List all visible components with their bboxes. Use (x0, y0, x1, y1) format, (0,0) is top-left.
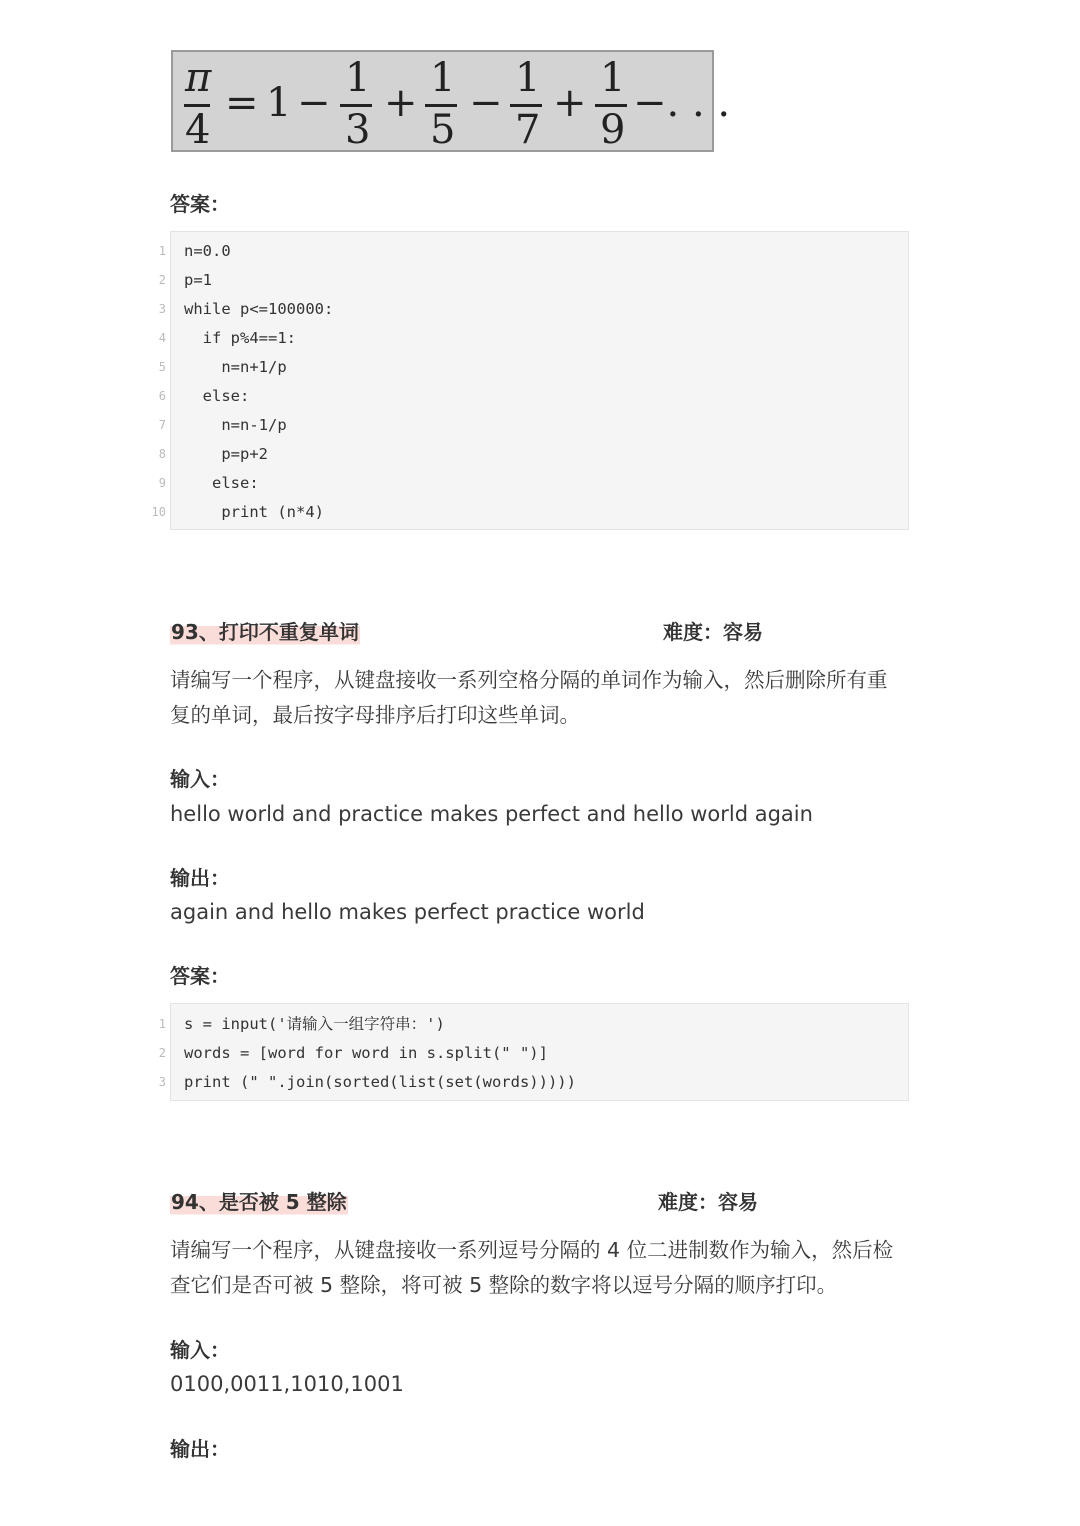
input-label: 输入： (170, 1338, 230, 1362)
code-text: s = input('请输入一组字符串：') (184, 1015, 445, 1033)
answer-label: 答案： (170, 964, 230, 988)
input-value: 0100,0011,1010,1001 (170, 1372, 404, 1396)
formula-num: 1 (515, 55, 541, 101)
formula-minus: − (469, 80, 503, 126)
line-number: 9 (158, 476, 166, 490)
description-line: 查它们是否可被 5 整除，将可被 5 整除的数字将以逗号分隔的顺序打印。 (170, 1273, 838, 1297)
line-number: 6 (158, 389, 166, 403)
question-93-description (170, 663, 910, 733)
code-line (151, 498, 931, 527)
code-text: p=p+2 (184, 445, 268, 463)
code-block (158, 1003, 909, 1101)
input-value: hello world and practice makes perfect and hello world again (170, 802, 813, 826)
code-text: print (" ".join(sorted(list(set(words))))) (184, 1073, 576, 1091)
formula-tail: −. . . (633, 80, 731, 126)
formula-one: 1 (266, 80, 292, 126)
formula-pi: π (185, 55, 212, 101)
line-number: 7 (158, 418, 166, 432)
code-text: print (n*4) (184, 503, 324, 521)
formula-plus: + (553, 80, 587, 126)
code-line (158, 1010, 931, 1039)
code-line (158, 353, 931, 382)
code-text: while p<=100000: (184, 300, 334, 318)
line-number: 3 (158, 302, 166, 316)
code-line (158, 237, 931, 266)
formula-den: 5 (430, 107, 456, 153)
formula-num: 1 (430, 55, 456, 101)
code-line (158, 382, 931, 411)
line-number: 1 (158, 244, 166, 258)
description-line: 请编写一个程序，从键盘接收一系列逗号分隔的 4 位二进制数作为输入，然后检 (170, 1238, 894, 1262)
question-94-description (170, 1233, 910, 1303)
code-line (158, 469, 931, 498)
output-value: again and hello makes perfect practice world (170, 900, 645, 924)
formula-den: 7 (515, 107, 541, 153)
code-text: words = [word for word in s.split(" ")] (184, 1044, 548, 1062)
code-block (151, 231, 909, 530)
code-text: else: (184, 474, 259, 492)
code-line (158, 1068, 931, 1097)
code-line (158, 266, 931, 295)
code-line (158, 440, 931, 469)
output-label: 输出： (170, 866, 230, 890)
code-text: n=n+1/p (184, 358, 287, 376)
formula-plus: + (384, 80, 418, 126)
answer-label: 答案： (170, 192, 230, 216)
code-text: if p%4==1: (184, 329, 296, 347)
formula-four: 4 (185, 107, 211, 153)
code-line (158, 295, 931, 324)
line-number: 4 (158, 331, 166, 345)
code-text: n=0.0 (184, 242, 231, 260)
formula-num: 1 (600, 55, 626, 101)
code-text: p=1 (184, 271, 212, 289)
line-number: 5 (158, 360, 166, 374)
line-number: 10 (151, 505, 166, 519)
code-line (158, 1039, 931, 1068)
line-number: 3 (158, 1075, 166, 1089)
formula-equals: = (225, 80, 259, 126)
description-line: 复的单词，最后按字母排序后打印这些单词。 (170, 703, 580, 727)
output-label: 输出： (170, 1437, 230, 1461)
code-text: else: (184, 387, 250, 405)
question-94-difficulty: 难度：容易 (658, 1190, 758, 1214)
code-text: n=n-1/p (184, 416, 287, 434)
question-94-title: 94、是否被 5 整除 (170, 1187, 348, 1217)
line-number: 1 (158, 1017, 166, 1031)
line-number: 2 (158, 273, 166, 287)
description-line: 请编写一个程序，从键盘接收一系列空格分隔的单词作为输入，然后删除所有重 (170, 668, 888, 692)
pi-leibniz-formula-image (171, 50, 731, 153)
question-93-difficulty: 难度：容易 (663, 620, 763, 644)
formula-den: 9 (600, 107, 626, 153)
formula-den: 3 (345, 107, 371, 153)
question-93-title: 93、打印不重复单词 (170, 617, 360, 647)
line-number: 2 (158, 1046, 166, 1060)
formula-num: 1 (345, 55, 371, 101)
code-line (158, 411, 931, 440)
line-number: 8 (158, 447, 166, 461)
formula-minus: − (297, 80, 331, 126)
code-line (158, 324, 931, 353)
input-label: 输入： (170, 767, 230, 791)
